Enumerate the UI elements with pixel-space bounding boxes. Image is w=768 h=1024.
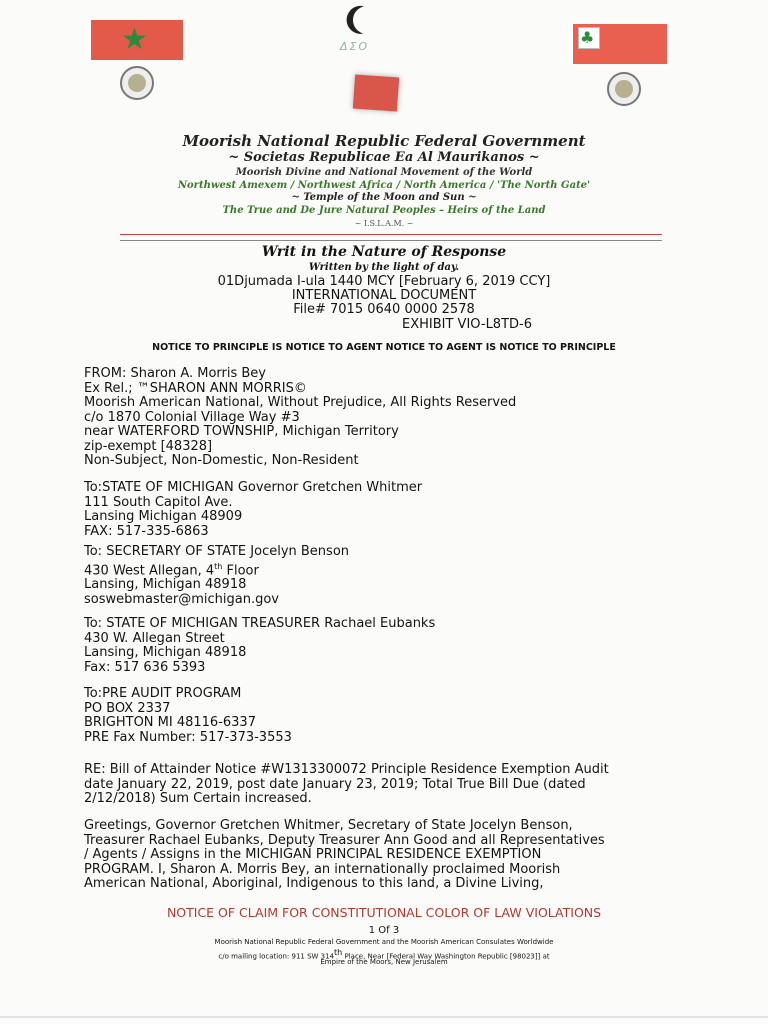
writ-doc-type: INTERNATIONAL DOCUMENT bbox=[291, 288, 477, 303]
address-line: BRIGHTON MI 48116-6337 bbox=[84, 715, 256, 730]
principle-agent-notice: NOTICE TO PRINCIPLE IS NOTICE TO AGENT NOTICE TO AGENT IS NOTICE TO PRINCIPLE bbox=[152, 342, 616, 353]
address-line: Fax: 517 636 5393 bbox=[84, 659, 206, 675]
from-line: Non-Subject, Non-Domestic, Non-Resident bbox=[84, 453, 359, 468]
letterhead-line-6: The True and De Jure Natural Peoples – Heirs of the Land bbox=[222, 205, 546, 216]
re-line: RE: Bill of Attainder Notice #W1313300072 Principle Residence Exemption Audit bbox=[84, 762, 609, 777]
from-line: zip-exempt [48328] bbox=[84, 438, 213, 454]
greeting-line: American National, Aboriginal, Indigenous to this land, a Divine Living, bbox=[84, 876, 544, 891]
footer-line: Empire of the Moors, New Jerusalem bbox=[320, 958, 448, 966]
moorish-flag-left bbox=[91, 20, 183, 60]
address-line: To: SECRETARY OF STATE Jocelyn Benson bbox=[84, 544, 350, 559]
divider-red bbox=[120, 234, 662, 235]
greeting-line: Treasurer Rachael Eubanks, Deputy Treasurer Ann Good and all Representatives bbox=[84, 832, 605, 848]
footer-line: c/o mailing location: 911 SW 314th Place, Near [Federal Way Washington Republic [98023]] at bbox=[218, 948, 550, 961]
divider-grey bbox=[120, 240, 662, 241]
scan-edge bbox=[0, 1016, 768, 1018]
address-line: Lansing Michigan 48909 bbox=[84, 509, 243, 524]
claim-notice: NOTICE OF CLAIM FOR CONSTITUTIONAL COLOR OF LAW VIOLATIONS bbox=[166, 905, 602, 920]
from-block bbox=[84, 367, 684, 469]
letterhead-title: Moorish National Republic Federal Government bbox=[182, 132, 586, 150]
seal-left-icon bbox=[120, 66, 154, 100]
address-line: FAX: 517-335-6863 bbox=[84, 523, 209, 539]
flag-right bbox=[573, 24, 667, 64]
address-line: To:PRE AUDIT PROGRAM bbox=[84, 686, 242, 701]
seal-right-icon bbox=[607, 72, 641, 106]
sos-email: soswebmaster@michigan.gov bbox=[84, 591, 279, 607]
from-line: near WATERFORD TOWNSHIP, Michigan Territory bbox=[84, 424, 399, 439]
treasurer-address-block bbox=[84, 617, 684, 675]
greeting-line: Greetings, Governor Gretchen Whitmer, Secretary of State Jocelyn Benson, bbox=[84, 818, 573, 833]
writ-date: 01Djumada I-ula 1440 MCY [February 6, 2019 CCY] bbox=[217, 274, 551, 289]
letterhead-line-5: ~ Temple of the Moon and Sun ~ bbox=[291, 192, 477, 203]
letterhead-subtitle: ~ Societas Republicae Ea Al Maurikanos ~ bbox=[228, 150, 540, 165]
letterhead-line-3: Moorish Divine and National Movement of the World bbox=[235, 167, 533, 178]
from-line: c/o 1870 Colonial Village Way #3 bbox=[84, 409, 300, 425]
from-line: Moorish American National, Without Prejudice, All Rights Reserved bbox=[84, 395, 517, 410]
writ-subtitle: Written by the light of day. bbox=[308, 262, 460, 273]
governor-address-block bbox=[84, 481, 684, 539]
circle-seven-emblem: ΔΣO bbox=[340, 40, 370, 53]
page-number: 1 Of 3 bbox=[368, 925, 400, 936]
address-line: 430 W. Allegan Street bbox=[84, 630, 225, 646]
green-star-icon: ★ bbox=[121, 22, 148, 57]
crescent-icon bbox=[347, 0, 386, 39]
address-line: Lansing, Michigan 48918 bbox=[84, 577, 247, 593]
letterhead-line-4: Northwest Amexem / Northwest Africa / North America / 'The North Gate' bbox=[177, 180, 591, 191]
pre-audit-address-block bbox=[84, 687, 684, 745]
address-line: PRE Fax Number: 517-373-3553 bbox=[84, 729, 292, 745]
from-line: FROM: Sharon A. Morris Bey bbox=[84, 366, 266, 381]
sos-address-block bbox=[84, 545, 684, 607]
re-line: 2/12/2018) Sum Certain increased. bbox=[84, 791, 312, 806]
writ-title: Writ in the Nature of Response bbox=[261, 244, 507, 260]
footer-line: Moorish National Republic Federal Government and the Moorish American Consulates Worldwide bbox=[214, 938, 554, 946]
flag-canton bbox=[578, 27, 600, 49]
letterhead-line-7: ~ I.S.L.A.M. ~ bbox=[354, 219, 414, 228]
writ-file-number: File# 7015 0640 0000 2578 bbox=[293, 302, 475, 317]
waving-flag-icon bbox=[353, 74, 399, 111]
address-line: Lansing, Michigan 48918 bbox=[84, 645, 247, 660]
address-line: To: STATE OF MICHIGAN TREASURER Rachael Eubanks bbox=[84, 616, 436, 631]
address-line: 430 West Allegan, 4th Floor bbox=[84, 561, 259, 578]
greeting-line: PROGRAM. I, Sharon A. Morris Bey, an internationally proclaimed Moorish bbox=[84, 861, 561, 877]
greeting-paragraph bbox=[84, 819, 684, 892]
from-line: Ex Rel.; ™SHARON ANN MORRIS© bbox=[84, 380, 307, 396]
address-line: PO BOX 2337 bbox=[84, 700, 171, 716]
re-line: date January 22, 2019, post date January 23, 2019; Total True Bill Due (dated bbox=[84, 776, 586, 792]
greeting-line: / Agents / Assigns in the MICHIGAN PRINCIPAL RESIDENCE EXEMPTION bbox=[84, 847, 542, 862]
address-line: 111 South Capitol Ave. bbox=[84, 494, 233, 510]
exhibit-label: EXHIBIT VIO-L8TD-6 bbox=[402, 317, 532, 332]
tree-icon: ♣ bbox=[580, 28, 595, 47]
address-line: To:STATE OF MICHIGAN Governor Gretchen Whitmer bbox=[84, 480, 423, 495]
re-subject-block bbox=[84, 763, 684, 807]
